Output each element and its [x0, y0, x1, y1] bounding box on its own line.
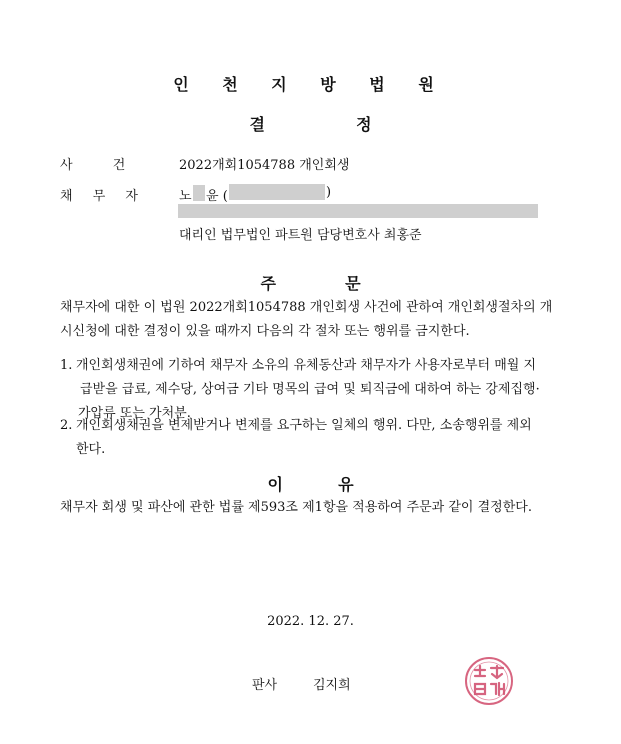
court-seal-icon	[464, 656, 514, 706]
decision-title-left: 결	[249, 115, 265, 134]
order-item-2	[76, 414, 532, 462]
order-item-number: 1.	[60, 358, 73, 373]
judge-name: 김지희	[313, 678, 351, 693]
reason-text: 채무자 회생 및 파산에 관한 법률 제593조 제1항을 적용하여 주문과 같이 결정한다.	[60, 500, 532, 515]
order-intro-line: 채무자에 대한 이 법원 2022개회1054788 개인회생 사건에 관하여 개인회생절차의 개	[60, 300, 553, 315]
decision-title	[0, 112, 621, 135]
case-label: 사 건	[60, 158, 126, 173]
order-item-line: 개인회생채권에 기하여 채무자 소유의 유체동산과 채무자가 사용자로부터 매월 지	[76, 358, 537, 373]
reason-title-left: 이	[267, 475, 283, 494]
case-number: 2022개회1054788 개인회생	[179, 158, 350, 173]
debtor-label: 채 무 자	[60, 189, 138, 204]
debtor-close-paren: )	[326, 185, 332, 200]
reason-title	[0, 472, 621, 495]
judge-title: 판사	[252, 678, 278, 693]
attorney-line: 대리인 법무법인 파트원 담당변호사 최홍준	[179, 228, 422, 243]
debtor-name-prefix: 노	[179, 189, 192, 204]
debtor-name-suffix: 윤 (	[206, 189, 228, 204]
order-item-line: 가압류 또는 가처분.	[78, 406, 191, 421]
order-intro-line: 시신청에 대한 결정이 있을 때까지 다음의 각 절차 또는 행위를 금지한다.	[60, 324, 470, 339]
redaction-name	[193, 185, 205, 201]
order-title-right: 문	[345, 274, 361, 293]
order-item-line: 한다.	[76, 442, 106, 457]
order-title	[0, 271, 621, 294]
order-intro	[60, 296, 552, 344]
reason-title-right: 유	[338, 475, 354, 494]
order-item-line: 급받을 급료, 제수당, 상여금 기타 명목의 급여 및 퇴직금에 대하여 하는 강제집행·	[80, 382, 540, 397]
redaction-id	[229, 184, 325, 200]
court-name: 인 천 지 방 법 원	[173, 75, 448, 94]
decision-title-right: 정	[356, 115, 372, 134]
order-item-number: 2.	[60, 418, 73, 433]
decision-date: 2022. 12. 27.	[267, 614, 354, 629]
order-item-line: 개인회생채권을 변제받거나 변제를 요구하는 일체의 행위. 다만, 소송행위를 제외	[76, 418, 532, 433]
order-title-left: 주	[260, 274, 276, 293]
redaction-address	[178, 204, 538, 218]
